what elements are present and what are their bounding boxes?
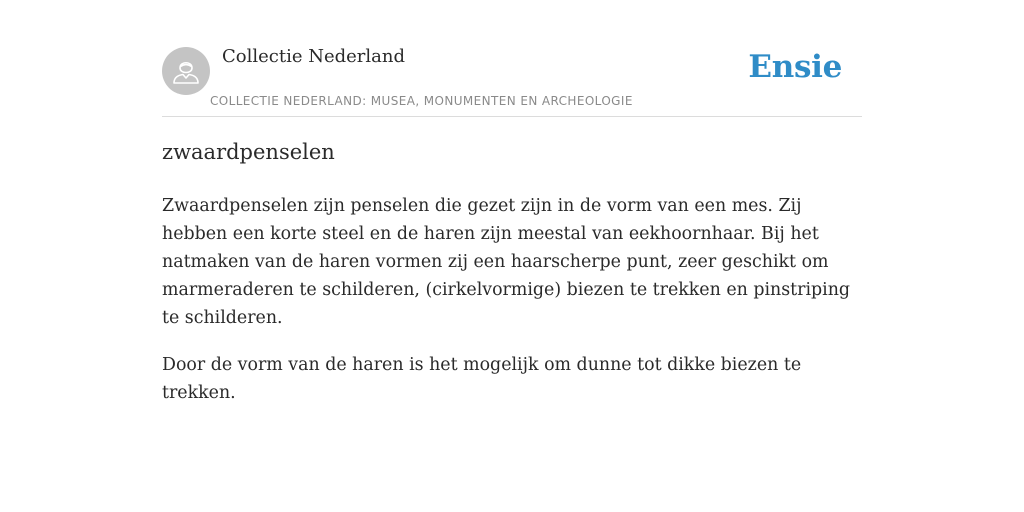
author-avatar[interactable] — [162, 47, 210, 95]
author-name-link[interactable]: Collectie Nederland — [222, 46, 406, 67]
collection-name[interactable]: COLLECTIE NEDERLAND: MUSEA, MONUMENTEN EN ARCHEOLOGIE — [210, 94, 633, 108]
entry-definition — [162, 192, 862, 426]
definition-paragraph: Zwaardpenselen zijn penselen die gezet zijn in de vorm van een mes. Zij hebben een korte steel en de haren zijn meestal van eekhoornhaar. Bij het natmaken van de haren vormen zij een haarscherpe punt, zeer geschikt om marmeraderen te schilderen, (cirkelvormige) biezen te trekken en pinstriping te schilderen. — [162, 196, 851, 328]
user-silhouette-icon — [162, 47, 210, 95]
entry-header — [162, 40, 862, 117]
entry-term-title: zwaardpenselen — [162, 140, 335, 164]
definition-paragraph: Door de vorm van de haren is het mogelijk om dunne tot dikke biezen te trekken. — [162, 355, 802, 403]
brand-logo[interactable]: Ensie — [748, 49, 842, 85]
